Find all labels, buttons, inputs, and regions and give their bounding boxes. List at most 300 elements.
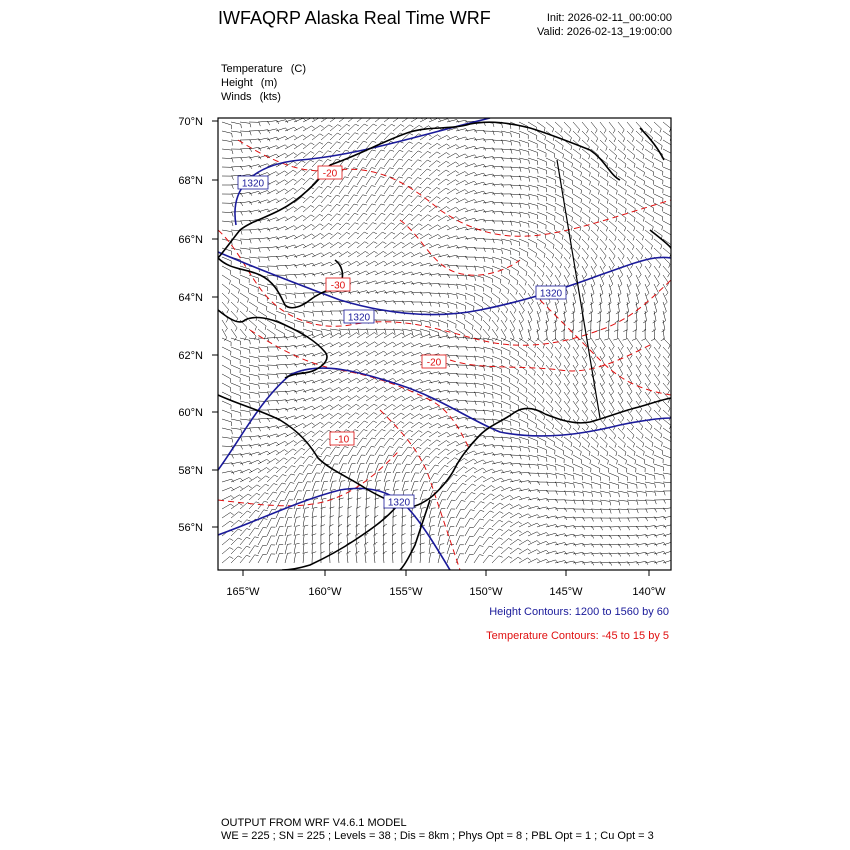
wind-barb [276,391,286,392]
wind-barb [591,446,599,452]
wind-barb-feather [364,124,368,126]
wind-barb [573,392,579,400]
wind-barb-feather [293,161,296,163]
wind-barb-feather [346,223,350,225]
wind-barb [564,401,570,409]
wind-barb [519,221,529,224]
wind-barb-feather [559,391,561,394]
wind-barb-feather [393,370,396,373]
wind-barb-feather [583,484,584,488]
wind-barb-feather [366,369,369,372]
wind-barb-feather [597,147,599,151]
wind-barb [618,553,628,554]
wind-barb [240,192,250,194]
wind-barb-feather [241,124,242,128]
wind-barb-feather [563,154,564,158]
wind-barb [303,196,310,203]
wind-barb [573,149,581,155]
wind-barb-feather [628,501,629,505]
wind-barb [384,242,392,248]
wind-barb [348,464,352,473]
wind-barb-feather [385,301,387,304]
wind-barb-feather [384,271,387,274]
wind-barb-feather [354,177,358,178]
wind-barb-feather [611,401,614,404]
wind-barb-feather [483,468,486,471]
wind-barb-feather [542,363,544,367]
wind-barb-feather [572,208,573,212]
wind-barb-feather [539,302,542,305]
wind-barb [249,510,256,518]
wind-barb-feather [579,237,580,241]
wind-barb-feather [620,365,623,368]
wind-barb [564,185,573,190]
wind-barb-feather [374,551,378,553]
wind-barb-feather [231,496,234,499]
wind-barb [285,390,295,392]
wind-barb [627,455,636,460]
wind-barb-feather [630,401,632,404]
wind-barb-feather [313,525,317,526]
field-unit: (m) [260,77,278,89]
wind-barb [330,242,338,248]
wind-barb-feather [329,133,333,135]
wind-barb [519,167,529,169]
wind-barb [321,223,329,230]
wind-barb-feather [377,481,381,482]
wind-barb-feather [480,327,481,331]
wind-barb [285,466,292,473]
wind-barb-feather [295,364,297,368]
wind-barb-feather [356,252,359,254]
wind-barb-feather [583,284,586,287]
wind-barb-feather [354,438,358,439]
wind-barb [393,204,399,212]
wind-barb [330,361,339,365]
wind-barb [339,404,347,410]
wind-barb-feather [411,343,414,346]
wind-barb-feather [313,313,314,317]
wind-barb-feather [393,351,396,354]
wind-barb [528,221,537,224]
wind-barb-feather [565,500,567,504]
wind-barb [384,261,393,266]
wind-barb [591,194,599,200]
wind-barb-feather [471,501,475,502]
wind-barb-feather [331,507,335,508]
wind-barb [609,446,617,452]
wind-barb-feather [475,384,476,388]
wind-barb [501,356,510,361]
wind-barb-feather [545,235,546,239]
wind-barb-feather [402,262,405,265]
wind-barb-feather [643,227,644,231]
wind-barb-feather [409,214,413,216]
wind-barb [294,457,301,464]
wind-barb-feather [456,433,459,436]
wind-barb [582,365,587,374]
wind-barb [483,392,493,395]
wind-barb-feather [519,505,522,508]
wind-barb [357,342,366,347]
wind-barb [366,271,375,275]
wind-barb [231,131,241,132]
wind-barb [564,374,570,382]
wind-barb [591,203,599,209]
wind-barb-feather [313,516,317,517]
wind-barb [636,455,645,460]
wind-barb [636,535,646,536]
wind-barb-feather [662,163,663,167]
wind-barb-feather [396,481,400,482]
wind-barb [240,383,250,386]
wind-barb [393,379,402,383]
wind-barb [618,509,628,510]
wind-barb-feather [520,455,521,459]
wind-barb-feather [436,457,440,458]
wind-barb [285,170,293,176]
wind-barb [591,455,600,460]
wind-barb-feather [437,206,440,208]
wind-barb-feather [456,145,459,148]
wind-barb-feather [466,129,468,132]
wind-barb-feather [257,298,258,302]
wind-barb [348,351,357,356]
wind-barb [258,459,267,464]
wind-barb-feather [592,284,595,287]
wind-barb-feather [583,552,585,555]
wind-barb [654,517,664,519]
wind-barb [285,457,292,464]
wind-barb [663,365,669,373]
wind-barb-feather [589,155,590,159]
wind-barb [537,266,544,273]
wind-barb [375,150,381,158]
wind-barb [393,473,396,483]
wind-barb [294,143,302,149]
wind-barb [321,405,330,410]
wind-barb-feather [673,533,675,536]
wind-barb [501,284,509,290]
wind-barb-feather [421,292,423,296]
wind-barb-feather [347,252,350,254]
wind-barb-feather [637,493,638,497]
wind-barb [438,526,441,536]
wind-barb-feather [457,355,459,359]
wind-barb-feather [355,223,359,225]
wind-barb-feather [420,343,423,346]
wind-barb-feather [578,426,580,430]
wind-barb-feather [551,408,553,412]
wind-barb-feather [565,543,567,546]
wind-barb-feather [628,510,629,514]
wind-barb [654,248,661,255]
wind-barb [330,233,338,239]
wind-barb-feather [634,164,635,168]
wind-barb-feather [310,178,314,180]
wind-barb-feather [623,246,625,250]
wind-barb [618,149,626,155]
wind-barb-feather [457,285,458,289]
wind-barb [312,517,313,527]
wind-barb-feather [402,543,406,545]
wind-barb [429,302,439,303]
wind-barb-feather [648,274,650,277]
wind-barb [249,347,259,349]
wind-barb-feather [313,322,314,326]
wind-barb [303,553,304,563]
wind-barb [294,491,298,500]
wind-barb [339,133,346,140]
wind-barb [330,455,335,464]
wind-barb-feather [589,312,593,314]
wind-barb-feather [576,374,578,377]
wind-barb-feather [250,166,252,169]
wind-barb-feather [372,186,376,187]
wind-barb [321,329,331,331]
wind-barb-feather [402,396,405,399]
wind-barb [312,406,321,411]
wind-barb-feather [292,457,296,459]
wind-barb [294,508,297,518]
wind-barb-feather [534,363,535,367]
wind-barb-feather [475,267,476,271]
wind-barb-feather [356,242,360,244]
wind-barb [366,329,376,330]
wind-barb-feather [466,237,468,240]
wind-barb-feather [628,493,629,497]
wind-barb [492,275,501,280]
wind-barb-feather [263,545,267,546]
wind-barb [222,221,232,222]
wind-barb-feather [439,274,441,278]
wind-barb-feather [547,302,550,305]
wind-barb [564,491,574,492]
wind-barb-feather [625,164,626,168]
wind-barb [564,437,572,443]
wind-barb [537,239,546,244]
wind-barb-feather [346,421,350,423]
wind-barb [249,229,259,230]
wind-barb-feather [311,215,314,217]
wind-barb [357,168,363,176]
wind-barb-feather [422,508,426,509]
wind-barb [312,125,320,131]
wind-barb [384,177,390,185]
wind-barb [465,536,470,545]
wind-barb-feather [604,130,606,133]
wind-barb-feather [345,447,349,448]
wind-barb-feather [560,409,562,413]
wind-barb [492,512,500,518]
wind-barb-feather [615,444,616,448]
wind-barb [312,414,321,419]
wind-barb-feather [246,537,250,538]
wind-barb-feather [620,275,623,278]
wind-barb-feather [366,360,369,363]
wind-barb-feather [263,527,267,528]
wind-barb-feather [337,150,341,151]
wind-barb-feather [571,227,572,231]
wind-barb-feather [268,257,269,261]
wind-barb [375,455,379,464]
wind-barb-feather [321,253,324,256]
wind-barb-feather [230,557,234,559]
wind-barb [330,508,331,518]
wind-barb-feather [643,218,644,222]
wind-barb-feather [232,222,233,226]
wind-barb-feather [232,159,233,163]
wind-barb [312,224,320,230]
wind-barb [402,447,408,455]
wind-barb-feather [574,293,577,296]
wind-barb [510,212,520,213]
wind-barb [501,374,510,379]
wind-barb-feather [502,250,503,254]
wind-barb-feather [637,553,639,557]
wind-barb-feather [659,264,661,268]
wind-barb [411,456,417,464]
wind-barb-feather [644,460,645,464]
wind-barb-feather [440,553,444,554]
wind-barb [636,464,645,468]
wind-barb [510,383,519,388]
wind-barb-feather [529,214,530,218]
wind-barb-feather [598,452,599,456]
wind-barb-feather [607,191,608,195]
wind-barb [636,543,646,545]
wind-barb [501,140,511,142]
wind-barb [258,302,267,307]
wind-barb-feather [259,147,261,151]
wind-barb [357,232,364,239]
wind-barb [411,482,414,491]
wind-barb-feather [520,151,521,155]
wind-barb-feather [625,200,626,204]
wind-barb-feather [559,364,561,367]
wind-barb [348,124,355,131]
wind-barb [285,265,295,266]
wind-barb-feather [635,199,636,203]
wind-barb-feather [312,543,316,544]
wind-barb [357,195,363,203]
wind-barb [240,410,250,412]
wind-barb-feather [457,265,459,269]
wind-barb-feather [532,292,534,295]
wind-barb-feather [538,465,539,469]
wind-barb [348,447,353,456]
wind-barb-feather [374,251,377,253]
wind-barb [222,446,232,447]
wind-barb-feather [570,138,571,142]
wind-barb [447,293,457,295]
wind-barb-feather [491,486,494,488]
wind-barb-feather [565,552,567,555]
wind-barb-feather [604,418,606,421]
wind-barb-feather [431,552,435,553]
wind-barb-feather [430,303,431,307]
wind-barb [438,302,448,304]
wind-barb-feather [329,233,332,235]
wind-barb [222,383,231,388]
wind-barb [222,122,232,125]
wind-barb-feather [526,371,527,375]
wind-barb-feather [506,309,508,313]
wind-barb [537,203,546,206]
wind-barb [366,342,375,347]
wind-barb [240,494,248,500]
wind-barb-feather [565,475,566,479]
wind-barb-feather [580,155,581,159]
wind-barb [420,535,421,545]
wind-barb [537,140,546,145]
wind-barb-feather [250,192,252,195]
wind-barb-feather [608,469,609,473]
wind-barb [294,135,303,140]
wind-barb-feather [673,483,674,487]
wind-barb [600,491,610,493]
wind-barb-feather [456,441,459,444]
wind-barb-feather [466,276,467,280]
wind-barb [609,544,619,545]
wind-barb-feather [585,365,588,368]
wind-barb-feather [668,408,670,412]
wind-barb-feather [589,227,590,231]
wind-barb-feather [542,273,544,277]
wind-barb [249,365,259,367]
wind-barb-feather [446,179,449,181]
wind-barb-feather [240,495,243,497]
wind-barb-feather [610,510,611,514]
wind-barb-feather [535,416,536,420]
wind-barb-feather [266,468,269,470]
wind-barb-feather [259,248,260,252]
wind-barb [663,266,670,274]
wind-barb [609,464,618,469]
wind-barb-feather [577,409,579,412]
wind-barb [357,351,366,356]
wind-barb [582,356,587,365]
wind-barb [357,455,361,464]
wind-barb-feather [594,356,597,359]
wind-barb [573,167,582,172]
wind-barb [375,396,383,401]
wind-barb-feather [349,330,350,334]
wind-barb [573,437,581,443]
wind-barb-feather [452,492,456,493]
wind-barb-feather [439,293,440,297]
wind-barb-feather [399,150,403,151]
wind-barb [375,271,384,275]
wind-barb-feather [538,473,539,477]
wind-barb [231,538,238,545]
wind-barb-feather [419,224,423,226]
wind-barb [240,257,250,259]
wind-barb-feather [427,169,431,171]
wind-barb-feather [546,559,549,562]
wind-barb [618,392,623,401]
wind-barb-feather [499,556,503,558]
wind-barb-feather [635,190,636,194]
wind-barb [510,275,518,281]
wind-barb [528,230,537,234]
wind-barb [267,518,272,527]
wind-barb-feather [302,197,306,199]
wind-barb-feather [384,369,387,372]
wind-barb [636,437,644,443]
wind-barb [276,458,284,464]
wind-barb [384,159,390,167]
